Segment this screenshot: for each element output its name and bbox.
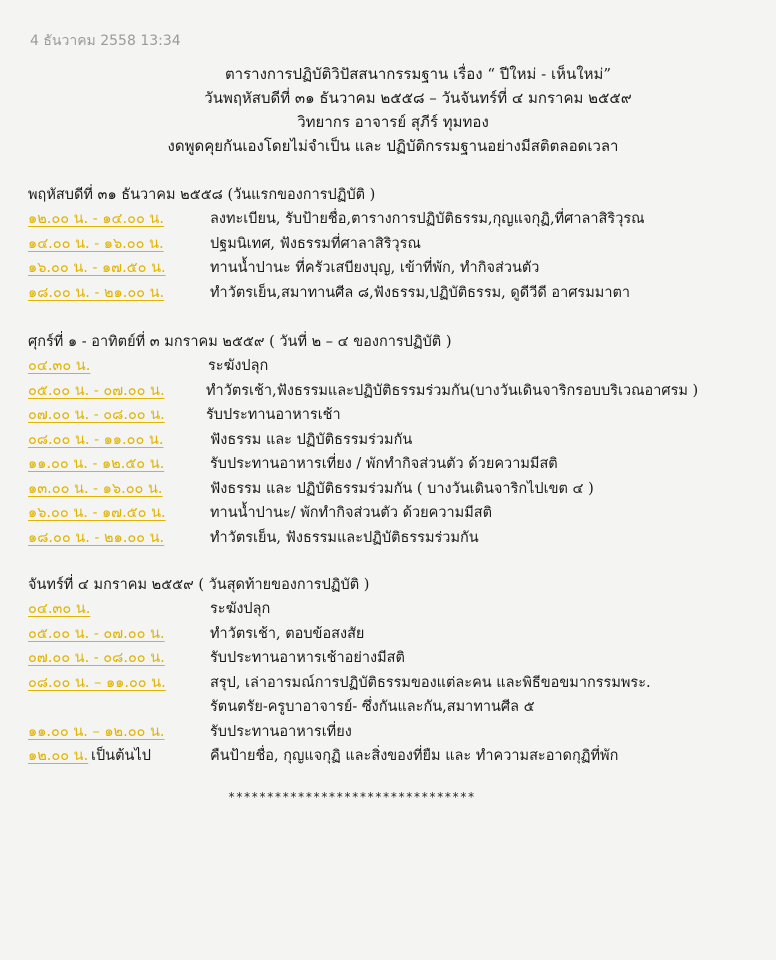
time-range: ๐๘.๐๐ น. – ๑๑.๐๐ น. [28,674,166,691]
schedule-row [28,477,768,502]
activity: รับประทานอาหารเที่ยง [210,723,352,740]
activity: ฟังธรรม และ ปฏิบัติธรรมร่วมกัน [210,431,413,448]
schedule-row [28,622,768,647]
time-range: ๑๖.๐๐ น. - ๑๗.๕๐ น. [28,505,166,521]
section-title: ศุกร์ที่ ๑ - อาทิตย์ที่ ๓ มกราคม ๒๕๕๙ ( วันที่ ๒ – ๔ ของการปฏิบัติ ) [28,334,452,350]
schedule-row [28,281,768,306]
schedule-row [28,526,768,551]
activity: ทำวัตรเช้า,ฟังธรรมและปฏิบัติธรรมร่วมกัน(บางวันเดินจาริกรอบบริเวณอาศรม ) [206,382,699,399]
time-range: ๑๖.๐๐ น. - ๑๗.๕๐ น. [28,260,166,276]
schedule-section-days2-4 [28,330,768,550]
time-suffix: เป็นต้นไป [91,748,151,764]
document-header [0,62,776,158]
activity: สรุป, เล่าอารมณ์การปฏิบัติธรรมของแต่ละคน และพิธีขอขมากรรมพระ. [210,674,651,691]
schedule-row [28,428,768,453]
schedule-row [28,452,768,477]
schedule-row [28,354,768,379]
activity: ฟังธรรม และ ปฏิบัติธรรมร่วมกัน ( บางวันเดินจาริกไปเขต ๔ ) [210,480,594,497]
time-range: ๐๘.๐๐ น. - ๑๑.๐๐ น. [28,431,164,448]
time-range: ๑๑.๐๐ น. – ๑๒.๐๐ น. [28,723,165,740]
schedule-row [28,720,768,745]
activity: ระฆังปลุก [208,358,269,374]
schedule-section-day1 [28,183,768,305]
schedule-row [28,671,768,696]
activity: รับประทานอาหารเที่ยง / พักทำกิจส่วนตัว ด้วยความมีสติ [210,456,558,472]
schedule-row [28,232,768,257]
time-range: ๑๑.๐๐ น. - ๑๒.๕๐ น. [28,456,165,472]
schedule-row [28,403,768,428]
activity: ปฐมนิเทศ, ฟังธรรมที่ศาลาสิริวุรณ [210,235,421,252]
rules-line: งดพูดคุยกันเองโดยไม่จำเป็น และ ปฏิบัติกรรมฐานอย่างมีสติตลอดเวลา [167,137,619,155]
activity: คืนป้ายชื่อ, กุญแจกุฏิ และสิ่งของที่ยืม และ ทำความสะอาดกุฏิที่พัก [210,748,619,764]
activity: รับประทานอาหารเช้า [206,407,341,423]
schedule-row [28,379,768,404]
time-range: ๑๒.๐๐ น. - ๑๔.๐๐ น. [28,211,164,227]
schedule-section-final-day [28,573,768,769]
time-range: ๑๘.๐๐ น. - ๒๑.๐๐ น. [28,529,165,546]
schedule-row-continuation [28,695,768,720]
speaker-line: วิทยากร อาจารย์ สุภีร์ ทุมทอง [297,113,489,131]
time-range: ๐๕.๐๐ น. - ๐๗.๐๐ น. [28,382,165,399]
schedule-row [28,744,768,769]
footer-divider: ******************************** [228,790,476,804]
time-range: ๐๕.๐๐ น. - ๐๗.๐๐ น. [28,625,165,642]
time-range: ๑๔.๐๐ น. - ๑๖.๐๐ น. [28,235,164,252]
timestamp: 4 ธันวาคม 2558 13:34 [30,33,181,49]
activity: ทานน้ำปานะ ที่ครัวเสบียงบุญ, เข้าที่พัก, ทำกิจส่วนตัว [210,260,540,276]
schedule-row [28,207,768,232]
schedule-row [28,501,768,526]
activity: รัตนตรัย-ครูบาอาจารย์- ซึ่งกันและกัน,สมาทานศีล ๕ [210,699,535,715]
time-range: ๑๘.๐๐ น. - ๒๑.๐๐ น. [28,284,165,301]
section-title: พฤหัสบดีที่ ๓๑ ธันวาคม ๒๕๕๘ (วันแรกของการปฏิบัติ ) [28,187,376,203]
activity: ลงทะเบียน, รับป้ายชื่อ,ตารางการปฏิบัติธรรม,กุญแจกุฏิ,ที่ศาลาสิริวุรณ [210,211,645,227]
time-range: ๐๔.๓๐ น. [28,358,91,374]
activity: รับประทานอาหารเช้าอย่างมีสติ [210,650,405,666]
activity: ทำวัตรเย็น, ฟังธรรมและปฏิบัติธรรมร่วมกัน [210,529,479,546]
time-range: ๑๓.๐๐ น. - ๑๖.๐๐ น. [28,480,163,497]
time-range: ๐๗.๐๐ น. - ๐๘.๐๐ น. [28,650,165,666]
activity: ทานน้ำปานะ/ พักทำกิจส่วนตัว ด้วยความมีสติ [210,505,493,521]
schedule-row [28,256,768,281]
activity: ระฆังปลุก [210,601,271,617]
activity: ทำวัตรเย็น,สมาทานศีล ๘,ฟังธรรม,ปฏิบัติธรรม, ดูดีวีดี อาศรมมาตา [210,284,631,301]
activity: ทำวัตรเช้า, ตอบข้อสงสัย [210,625,365,642]
time-start: ๑๒.๐๐ น. [28,748,89,764]
time-range: ๐๔.๓๐ น. [28,601,91,617]
section-title: จันทร์ที่ ๔ มกราคม ๒๕๕๙ ( วันสุดท้ายของการปฏิบัติ ) [28,577,370,593]
event-dates: วันพฤหัสบดีที่ ๓๑ ธันวาคม ๒๕๕๘ – วันจันทร์ที่ ๔ มกราคม ๒๕๕๙ [204,89,632,107]
document-title: ตารางการปฏิบัติวิปัสสนากรรมฐาน เรื่อง “ ปีใหม่ - เห็นใหม่” [224,65,612,83]
time-range: ๐๗.๐๐ น. - ๐๘.๐๐ น. [28,407,165,423]
schedule-row [28,597,768,622]
schedule-row [28,646,768,671]
